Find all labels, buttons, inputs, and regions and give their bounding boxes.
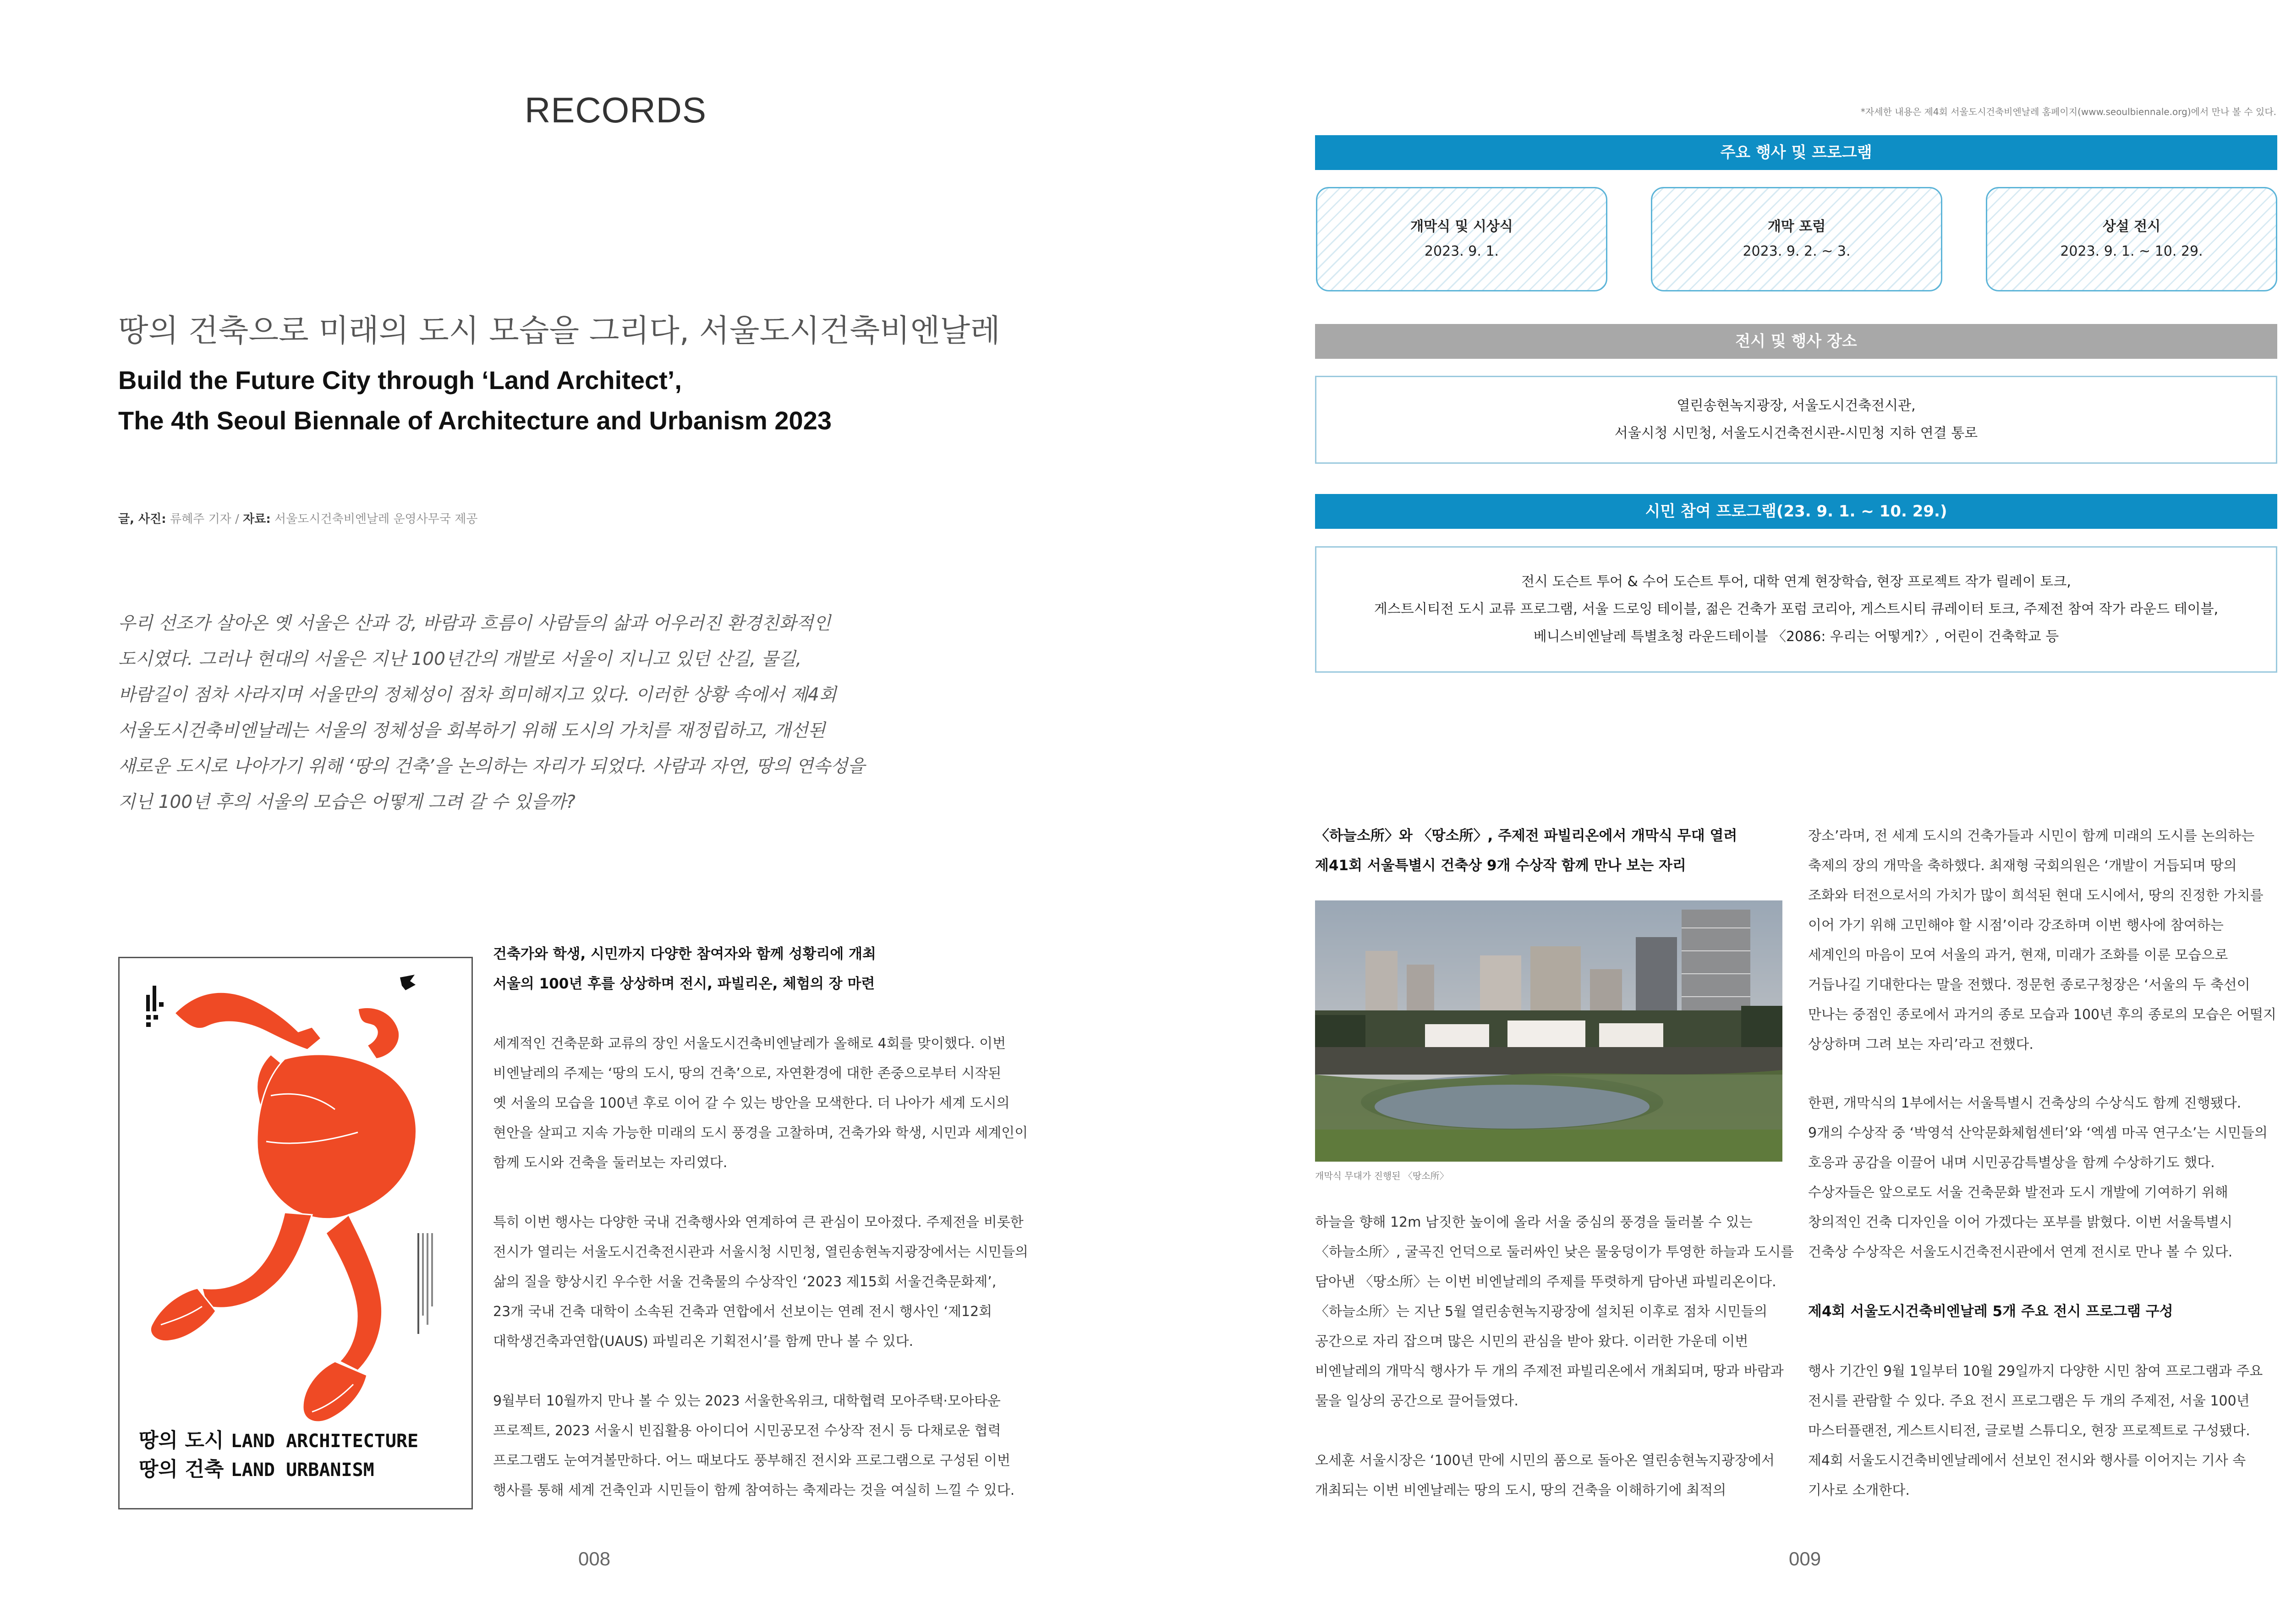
photo-caption: 개막식 무대가 진행된 〈땅소所〉 xyxy=(1315,1170,1449,1181)
body-line: 만나는 중점인 종로에서 과거의 종로 모습과 100년 후의 종로의 모습은 어떨지 xyxy=(1808,1007,2277,1023)
body-line: 물을 일상의 공간으로 끌어들였다. xyxy=(1315,1393,1518,1409)
body-line: 함께 도시와 건축을 둘러보는 자리였다. xyxy=(493,1155,728,1171)
title-en-line-1: Build the Future City through ‘Land Architect’, xyxy=(118,366,682,395)
intro-paragraph xyxy=(118,606,865,820)
body-line: 거듭나길 기대한다는 말을 전했다. 정문헌 종로구청장은 ‘서울의 두 축선이 xyxy=(1808,977,2250,993)
body-line: 호응과 공감을 이끌어 내며 시민공감특별상을 함께 수상하기도 했다. xyxy=(1808,1155,2215,1171)
body-line: 오세훈 서울시장은 ‘100년 만에 시민의 품으로 돌아온 열린송현녹지광장에서 xyxy=(1315,1453,1775,1469)
intro-line: 지닌 100년 후의 서울의 모습은 어떻게 그려 갈 수 있을까? xyxy=(118,792,575,812)
writer: 류혜주 기자 xyxy=(170,512,231,526)
poster-line-2 xyxy=(139,1455,418,1484)
body-line: 장소’라며, 전 세계 도시의 건축가들과 시민이 함께 미래의 도시를 논의하는 xyxy=(1808,828,2255,844)
program-line: 전시 도슨트 투어 & 수어 도슨트 투어, 대학 연계 현장학습, 현장 프로젝트 작가 릴레이 토크, xyxy=(1521,574,2071,590)
subhead-line: 〈하늘소所〉와 〈땅소所〉, 주제전 파빌리온에서 개막식 무대 열려 xyxy=(1315,828,1737,844)
right-col1-subhead xyxy=(1315,821,1737,881)
body-line: 비엔날레의 개막식 행사가 두 개의 주제전 파빌리온에서 개최되며, 땅과 바람과 xyxy=(1315,1363,1784,1379)
program-line: 게스트시티전 도시 교류 프로그램, 서울 드로잉 테이블, 젊은 건축가 포럼 코리아, 게스트시티 큐레이터 토크, 주제전 참여 작가 라운드 테이블, xyxy=(1374,601,2219,617)
intro-line: 새로운 도시로 나아가기 위해 ‘땅의 건축’을 논의하는 자리가 되었다. 사람과 자연, 땅의 연속성을 xyxy=(118,756,865,777)
event-date: 2023. 9. 1. xyxy=(1424,243,1499,259)
left-paragraph-1 xyxy=(493,1029,1028,1178)
event-name: 개막 포럼 xyxy=(1767,219,1826,235)
body-line: 현안을 살피고 지속 가능한 미래의 도시 풍경을 고찰하며, 건축가와 학생, 시민과 세계인이 xyxy=(493,1125,1028,1141)
event-date: 2023. 9. 1. ~ 10. 29. xyxy=(2060,243,2203,259)
body-line: 삶의 질을 향상시킨 우수한 서울 건축물의 수상작인 ‘2023 제15회 서울건축문화제’, xyxy=(493,1274,997,1290)
right-col2-paragraph-1 xyxy=(1808,821,2276,1059)
body-line: 23개 국내 건축 대학이 소속된 건축과 연합에서 선보이는 연례 전시 행사인 ‘제12회 xyxy=(493,1304,992,1320)
body-line: 조화와 터전으로서의 가치가 많이 희석된 현대 도시에서, 땅의 진정한 가치를 xyxy=(1808,888,2264,904)
subhead-line: 제41회 서울특별시 건축상 9개 수상작 함께 만나 보는 자리 xyxy=(1315,857,1686,874)
body-line: 프로그램도 눈여겨볼만하다. 어느 때보다도 풍부해진 전시와 프로그램으로 구성된 이번 xyxy=(493,1453,1011,1469)
left-paragraph-2 xyxy=(493,1207,1028,1356)
right-col2-subhead: 제4회 서울도시건축비엔날레 5개 주요 전시 프로그램 구성 xyxy=(1808,1303,2173,1320)
poster-figure-illustration xyxy=(120,958,471,1508)
body-line: 행사 기간인 9월 1일부터 10월 29일까지 다양한 시민 참여 프로그램과 주요 xyxy=(1808,1363,2263,1379)
body-line: 창의적인 건축 디자인을 이어 가겠다는 포부를 밝혔다. 이번 서울특별시 xyxy=(1808,1214,2233,1230)
page-number-left: 008 xyxy=(578,1548,611,1569)
right-col2-paragraph-3 xyxy=(1808,1356,2263,1505)
source-label: 자료: xyxy=(243,512,271,526)
photo-illustration xyxy=(1315,900,1782,1162)
body-line: 〈하늘소所〉는 지난 5월 열린송현녹지광장에 설치된 이후로 점차 시민들의 xyxy=(1315,1304,1768,1320)
body-line: 제4회 서울도시건축비엔날레에서 선보인 전시와 행사를 이어지는 기사 속 xyxy=(1808,1453,2246,1469)
body-line: 하늘을 향해 12m 남짓한 높이에 올라 서울 중심의 풍경을 둘러볼 수 있는 xyxy=(1315,1214,1753,1230)
body-line: 9개의 수상작 중 ‘박영석 산악문화체험센터’와 ‘엑셈 마곡 연구소’는 시민들의 xyxy=(1808,1125,2268,1141)
event-date: 2023. 9. 2. ~ 3. xyxy=(1743,243,1851,259)
body-line: 축제의 장의 개막을 축하했다. 최재형 국회의원은 ‘개발이 거듭되며 땅의 xyxy=(1808,858,2237,874)
section-label: RECORDS xyxy=(525,90,707,130)
body-line: 담아낸 〈땅소所〉는 이번 비엔날레의 주제를 뚜렷하게 담아낸 파빌리온이다. xyxy=(1315,1274,1776,1290)
body-line: 프로젝트, 2023 서울시 빈집활용 아이디어 시민공모전 수상작 전시 등 다채로운 협력 xyxy=(493,1423,1001,1439)
right-col1-paragraph-1 xyxy=(1315,1207,1794,1416)
article-credit xyxy=(118,510,478,527)
venue-line: 열린송현녹지광장, 서울도시건축전시관, xyxy=(1677,398,1916,414)
poster-text-ko-1: 땅의 도시 xyxy=(139,1429,224,1452)
intro-line: 바람길이 점차 사라지며 서울만의 정체성이 점차 희미해지고 있다. 이러한 상황 속에서 제4회 xyxy=(118,685,837,705)
poster-line-1 xyxy=(139,1426,418,1455)
event-card-exhibition xyxy=(1986,187,2277,291)
event-card-opening xyxy=(1316,187,1607,291)
body-line: 전시가 열리는 서울도시건축전시관과 서울시청 시민청, 열린송현녹지광장에서는 시민들의 xyxy=(493,1244,1028,1260)
body-line: 9월부터 10월까지 만나 볼 수 있는 2023 서울한옥위크, 대학협력 모아주택·모아타운 xyxy=(493,1393,1001,1409)
intro-line: 서울도시건축비엔날레는 서울의 정체성을 회복하기 위해 도시의 가치를 재정립하고, 개선된 xyxy=(118,720,826,741)
body-line: 특히 이번 행사는 다양한 국내 건축행사와 연계하여 큰 관심이 모아졌다. 주제전을 비롯한 xyxy=(493,1214,1024,1230)
body-line: 〈하늘소所〉, 굴곡진 언덕으로 둘러싸인 낮은 물웅덩이가 투영한 하늘과 도시를 xyxy=(1315,1244,1794,1260)
body-line: 전시를 관람할 수 있다. 주요 전시 프로그램은 두 개의 주제전, 서울 100년 xyxy=(1808,1393,2250,1409)
biennale-poster xyxy=(118,957,473,1509)
body-line: 기사로 소개한다. xyxy=(1808,1482,1910,1498)
event-name: 상설 전시 xyxy=(2102,219,2161,235)
body-line: 공간으로 자리 잡으며 많은 시민의 관심을 받아 왔다. 이러한 가운데 이번 xyxy=(1315,1333,1748,1350)
body-line: 개최되는 이번 비엔날레는 땅의 도시, 땅의 건축을 이해하기에 최적의 xyxy=(1315,1482,1726,1498)
article-title-en xyxy=(118,360,832,441)
event-name: 개막식 및 시상식 xyxy=(1410,219,1513,235)
left-paragraph-3 xyxy=(493,1386,1014,1505)
program-header: 시민 참여 프로그램(23. 9. 1. ~ 10. 29.) xyxy=(1315,494,2277,529)
left-subhead xyxy=(493,939,876,999)
body-line: 옛 서울의 모습을 100년 후로 이어 갈 수 있는 방안을 모색한다. 더 나아가 세계 도시의 xyxy=(493,1095,1010,1111)
program-line: 베니스비엔날레 특별초청 라운드테이블 〈2086: 우리는 어떻게?〉, 어린이 건축학교 등 xyxy=(1533,629,2059,645)
right-col2-paragraph-2 xyxy=(1808,1088,2268,1267)
subhead-line: 건축가와 학생, 시민까지 다양한 참여자와 함께 성황리에 개최 xyxy=(493,946,876,962)
poster-text-en-2: LAND URBANISM xyxy=(230,1459,374,1481)
right-col1-paragraph-2 xyxy=(1315,1446,1775,1505)
body-line: 이어 가기 위해 고민해야 할 시점’이라 강조하며 이번 행사에 참여하는 xyxy=(1808,917,2224,933)
venue-line: 서울시청 시민청, 서울도시건축전시관-시민청 지하 연결 통로 xyxy=(1614,425,1978,441)
source: 서울도시건축비엔날레 운영사무국 제공 xyxy=(274,512,478,526)
program-box xyxy=(1315,546,2277,673)
poster-text-en-1: LAND ARCHITECTURE xyxy=(230,1431,419,1452)
body-line: 마스터플랜전, 게스트시티전, 글로벌 스튜디오, 현장 프로젝트로 구성됐다. xyxy=(1808,1423,2250,1439)
body-line: 세계인의 마음이 모여 서울의 과거, 현재, 미래가 조화를 이룬 모습으로 xyxy=(1808,947,2228,963)
top-note: *자세한 내용은 제4회 서울도시건축비엔날레 홈페이지(www.seoulbiennale.org)에서 만나 볼 수 있다. xyxy=(1860,106,2276,117)
body-line: 건축상 수상작은 서울도시건축전시관에서 연계 전시로 만나 볼 수 있다. xyxy=(1808,1244,2233,1260)
body-line: 세계적인 건축문화 교류의 장인 서울도시건축비엔날레가 올해로 4회를 맞이했다. 이번 xyxy=(493,1036,1006,1052)
intro-line: 우리 선조가 살아온 옛 서울은 산과 강, 바람과 흐름이 사람들의 삶과 어우러진 환경친화적인 xyxy=(118,613,831,634)
event-card-forum xyxy=(1651,187,1942,291)
body-line: 비엔날레의 주제는 ‘땅의 도시, 땅의 건축’으로, 자연환경에 대한 존중으로부터 시작된 xyxy=(493,1065,1002,1081)
writer-label: 글, 사진: xyxy=(118,512,166,526)
intro-line: 도시였다. 그러나 현대의 서울은 지난 100년간의 개발로 서울이 지니고 있던 산길, 물길, xyxy=(118,649,802,669)
subhead-line: 서울의 100년 후를 상상하며 전시, 파빌리온, 체험의 장 마련 xyxy=(493,976,875,992)
body-line: 대학생건축과연합(UAUS) 파빌리온 기획전시’를 함께 만나 볼 수 있다. xyxy=(493,1333,914,1350)
body-line: 상상하며 그려 보는 자리’라고 전했다. xyxy=(1808,1037,2033,1053)
poster-text-ko-2: 땅의 건축 xyxy=(139,1458,224,1481)
body-line: 행사를 통해 세계 건축인과 시민들이 함께 참여하는 축제라는 것을 여실히 느낄 수 있다. xyxy=(493,1482,1015,1498)
body-line: 한편, 개막식의 1부에서는 서울특별시 건축상의 수상식도 함께 진행됐다. xyxy=(1808,1095,2242,1111)
body-line: 수상자들은 앞으로도 서울 건축문화 발전과 도시 개발에 기여하기 위해 xyxy=(1808,1185,2228,1201)
article-title-ko: 땅의 건축으로 미래의 도시 모습을 그리다, 서울도시건축비엔날레 xyxy=(118,313,1000,349)
venue-box xyxy=(1315,376,2277,464)
opening-stage-photo xyxy=(1315,900,1782,1162)
poster-title xyxy=(139,1426,418,1484)
page-number-right: 009 xyxy=(1789,1548,1821,1569)
credit-separator: / xyxy=(235,512,239,526)
venue-header: 전시 및 행사 장소 xyxy=(1315,324,2277,359)
events-header: 주요 행사 및 프로그램 xyxy=(1315,135,2277,170)
title-en-line-2: The 4th Seoul Biennale of Architecture and Urbanism 2023 xyxy=(118,406,832,435)
